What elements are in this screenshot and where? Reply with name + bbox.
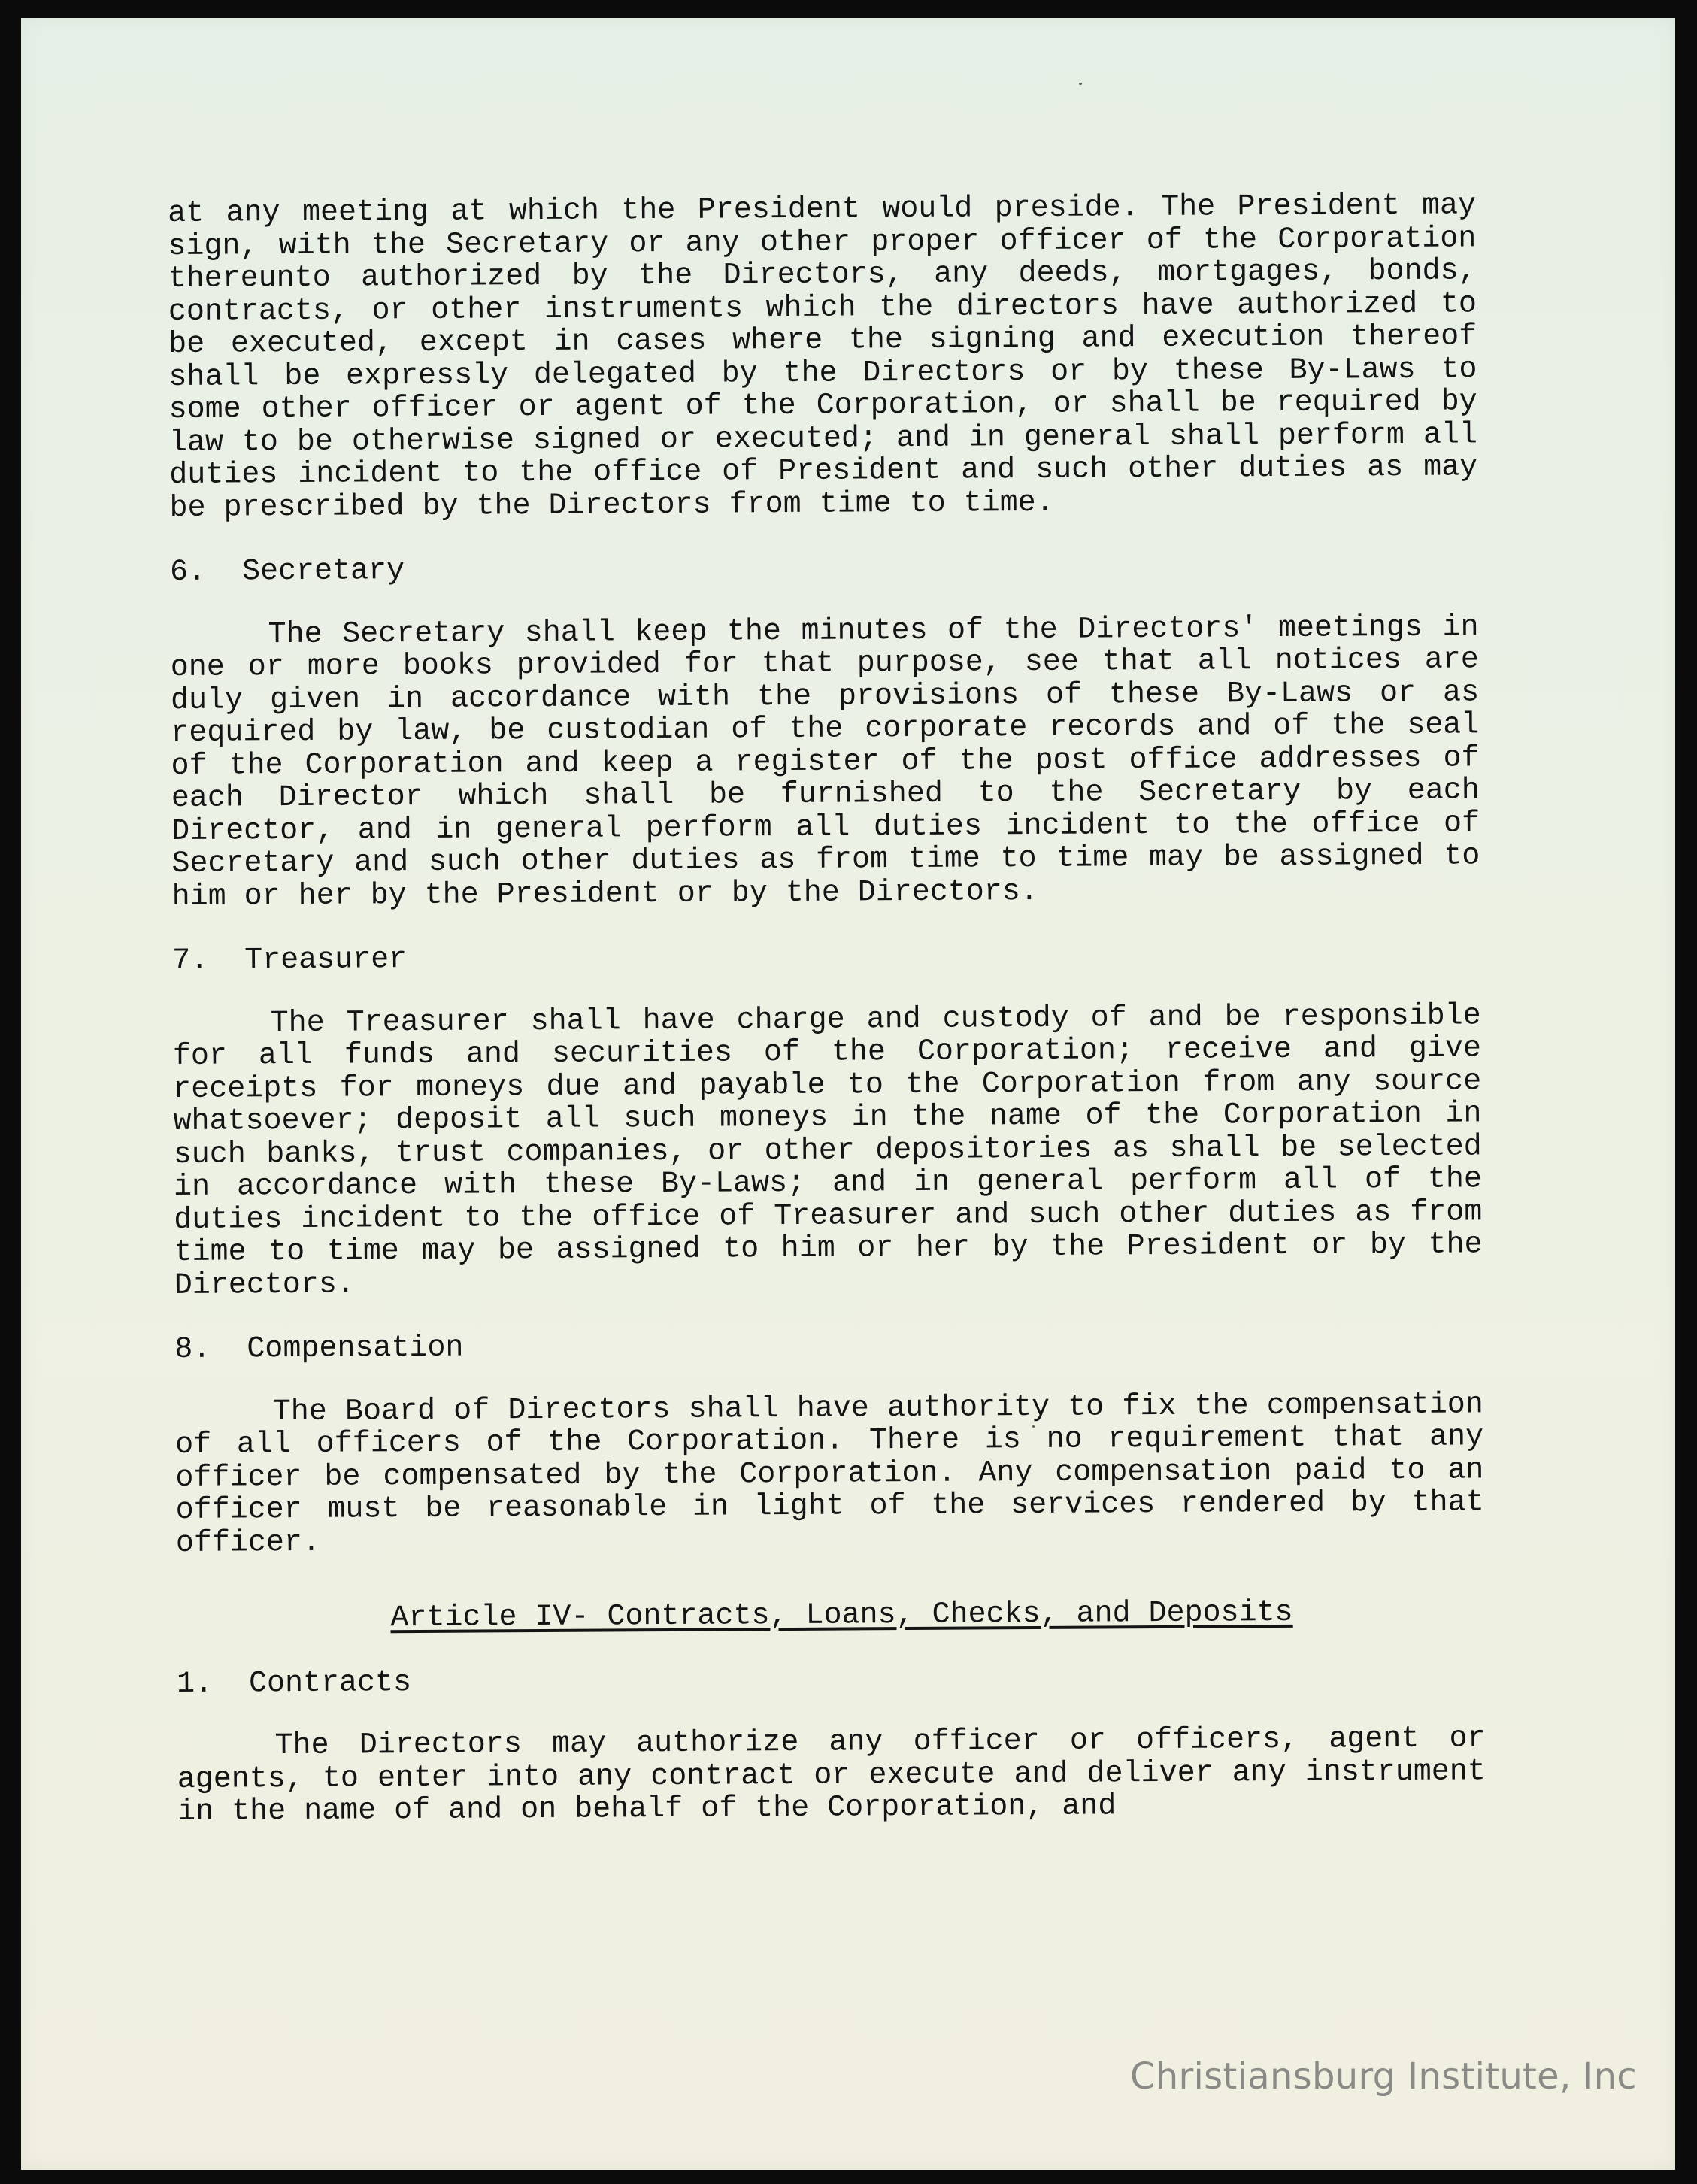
section-heading-secretary: 6. Secretary xyxy=(169,554,405,589)
section-body-treasurer: The Treasurer shall have charge and custody of and be responsible for all funds and securities of the Corporation; receive and give receipts for moneys due and payable to the Corporation from any source whatsoever; deposit all such moneys in the name of the Corporation in such banks, trust companies, or other depositories as shall be selected in accordance with these By-Laws; and in general perform all of the duties incident to the office of Treasurer and such other duties as from time to time may be assigned to him or her by the President or by the Directors. xyxy=(172,998,1483,1303)
section-heading-contracts: 1. Contracts xyxy=(176,1665,412,1701)
section-heading-compensation: 8. Compensation xyxy=(174,1331,464,1367)
paper-speck xyxy=(1079,83,1082,85)
watermark: Christiansburg Institute, Inc xyxy=(1129,2055,1637,2098)
section-body-contracts: The Directors may authorize any officer or officers, agent or agents, to enter into any contract or execute and deliver any instrument in the name of and on behalf of the Corporation, and xyxy=(177,1722,1486,1829)
opening-paragraph: at any meeting at which the President would preside. The President may sign, with the Secretary or any other proper officer of the Corporation thereunto authorized by the Directors, any deeds, mortgages, bonds, contracts, or other instruments which the directors have authorized to be executed, except in cases where the signing and execution thereof shall be expressly delegated by the Directors or by these By-Laws to some other officer or agent of the Corporation, or shall be required by law to be otherwise signed or executed; and in general shall perform all duties incident to the office of President and such other duties as may be prescribed by the Directors from time to time. xyxy=(167,189,1478,526)
section-body-compensation: The Board of Directors shall have authority to fix the compensation of all officers of the Corporation. There is no requirement that any officer be compensated by the Corporation. Any compensation paid to an officer must be reasonable in light of the services rendered by that officer. xyxy=(174,1387,1484,1561)
section-heading-treasurer: 7. Treasurer xyxy=(172,943,408,978)
section-body-secretary: The Secretary shall keep the minutes of the Directors' meetings in one or more books provided for that purpose, see that all notices are duly given in accordance with the provisions of these By-Laws or as required by law, be custodian of the corporate records and of the seal of the Corporation and keep a register of the post office addresses of each Director which shall be furnished to the Secretary by each Director, and in general perform all duties incident to the office of Secretary and such other duties as from time to time may be assigned to him or her by the President or by the Directors. xyxy=(170,610,1480,914)
document-text xyxy=(168,189,1486,1828)
article-title: Article IV- Contracts, Loans, Checks, and Deposits xyxy=(390,1595,1293,1636)
